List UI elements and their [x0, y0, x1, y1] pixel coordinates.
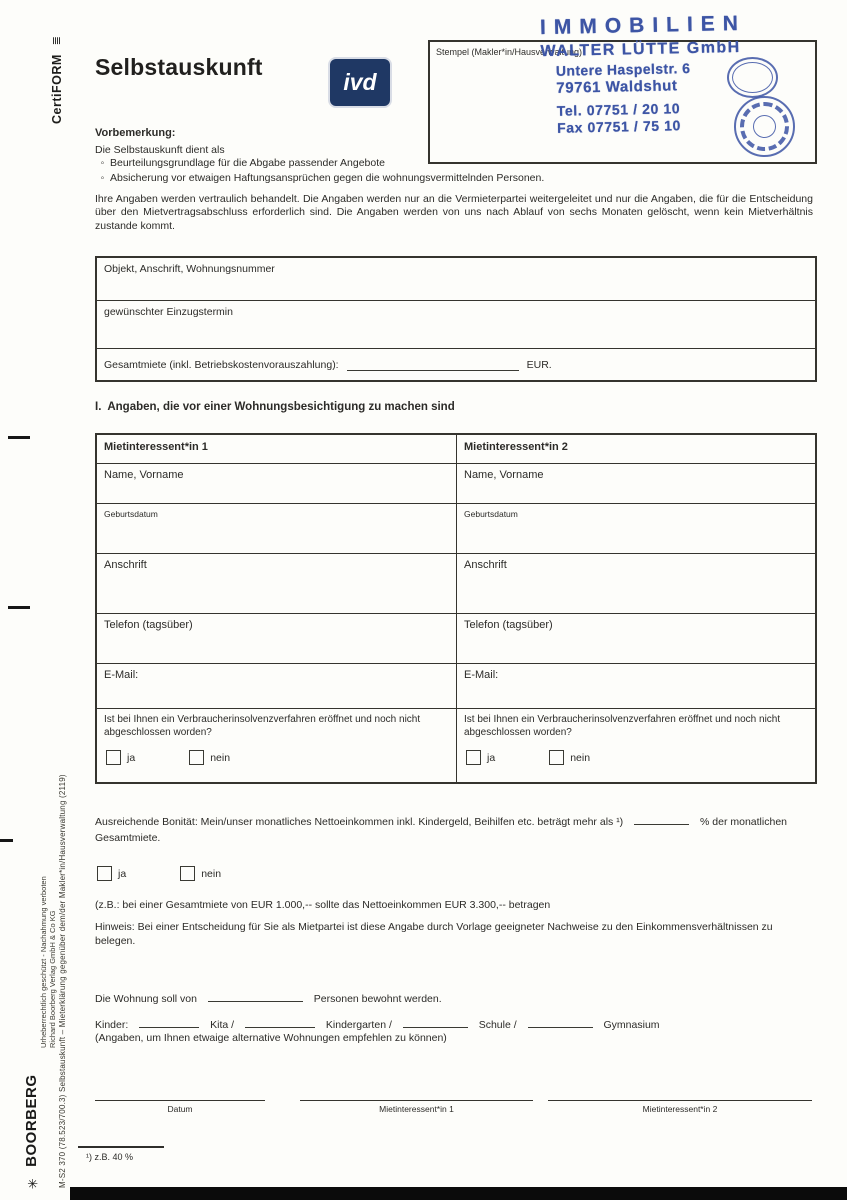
- signature-row: [95, 1100, 813, 1114]
- vorbemerkung-section: [95, 127, 813, 233]
- move-in-date-label: gewünschter Einzugstermin: [104, 306, 233, 318]
- nein-label: nein: [570, 751, 591, 764]
- address-cell-1[interactable]: Anschrift: [97, 553, 456, 613]
- occupants-line: [95, 989, 442, 1005]
- ivd-logo: [330, 59, 390, 106]
- bullet-icon: ◦: [100, 157, 105, 169]
- stamp-phone: Tel. 07751 / 20 10: [556, 99, 681, 119]
- applicant2-header: Mietinteressent*in 2: [456, 435, 815, 463]
- section1-heading: I. Angaben, die vor einer Wohnungsbesichtigung zu machen sind: [95, 401, 455, 413]
- form-title: Selbstauskunft: [95, 54, 263, 80]
- ja-label: ja: [487, 751, 496, 764]
- occupants-text-before: Die Wohnung soll von: [95, 993, 197, 1005]
- schule-blank[interactable]: [403, 1015, 468, 1028]
- nein-label: nein: [210, 751, 231, 764]
- signature-mi1-label: Mietinteressent*in 1: [379, 1104, 454, 1114]
- registration-mark: [8, 436, 30, 439]
- phone-cell-2[interactable]: Telefon (tagsüber): [456, 613, 815, 663]
- stamp-street: Untere Haspelstr. 6: [555, 60, 691, 79]
- insolvency-nein-checkbox-1[interactable]: [189, 750, 204, 765]
- copyright-line: Richard Boorberg Verlag GmbH & Co KG: [48, 910, 57, 1048]
- insolvency-question-2: Ist bei Ihnen ein Verbraucherinsolvenzverfahren eröffnet und noch nicht abgeschlossen worden?: [464, 714, 781, 738]
- vorbemerkung-intro: Die Selbstauskunft dient als: [95, 144, 225, 156]
- object-address-field[interactable]: [97, 258, 815, 300]
- kindergarten-blank[interactable]: [245, 1015, 315, 1028]
- address-cell-2[interactable]: Anschrift: [456, 553, 815, 613]
- email-cell-1[interactable]: E-Mail:: [97, 663, 456, 708]
- stamp-company-name: IMMOBILIEN: [539, 11, 747, 40]
- kita-blank[interactable]: [139, 1015, 199, 1028]
- income-percent-blank[interactable]: [634, 812, 689, 825]
- publisher-copyright: [39, 808, 57, 1048]
- total-rent-row: [97, 348, 815, 380]
- children-note: (Angaben, um Ihnen etwaige alternative Wohnungen empfehlen zu können): [95, 1032, 447, 1044]
- total-rent-blank[interactable]: [347, 358, 519, 371]
- schule-label: Schule /: [478, 1019, 517, 1031]
- company-stamp: [540, 11, 749, 137]
- total-rent-label: Gesamtmiete (inkl. Betriebskostenvorauszahlung):: [104, 358, 339, 371]
- bonitaet-hinweis: Hinweis: Bei einer Entscheidung für Sie als Mietpartei ist diese Angabe durch Vorlage geeigneter Nachweise zu den Einkommensverhältnissen zu belegen.: [95, 921, 773, 947]
- stamp-company-name-2: WALTER LÜTTE GmbH: [540, 38, 741, 60]
- insolvency-nein-checkbox-2[interactable]: [549, 750, 564, 765]
- name-cell-2[interactable]: Name, Vorname: [456, 463, 815, 503]
- insolvency-ja-checkbox-1[interactable]: [106, 750, 121, 765]
- bullet-text: Beurteilungsgrundlage für die Abgabe passender Angebote: [110, 157, 385, 169]
- vorbemerkung-paragraph: Ihre Angaben werden vertraulich behandelt. Die Angaben werden nur an die Vermieterpartei weitergeleitet und nur die Angaben, die für die Entscheidung über den Mietvertragsabschluss erforderlich sind. Die Angaben werden von uns nach Ablauf von sechs Monaten gelöscht, wenn kein Mietverhältnis zustande kommt.: [95, 193, 813, 232]
- vorbemerkung-heading: Vorbemerkung:: [95, 127, 176, 139]
- scan-edge-bar: [70, 1187, 847, 1200]
- bonitaet-ja-checkbox[interactable]: [97, 866, 112, 881]
- bonitaet-nein-checkbox[interactable]: [180, 866, 195, 881]
- kindergarten-label: Kindergarten /: [325, 1019, 392, 1031]
- vorbemerkung-bullet: [95, 156, 813, 171]
- signature-datum-label: Datum: [167, 1104, 193, 1114]
- name-cell-1[interactable]: Name, Vorname: [97, 463, 456, 503]
- bonitaet-statement: [95, 812, 813, 846]
- phone-cell-1[interactable]: Telefon (tagsüber): [97, 613, 456, 663]
- ja-label: ja: [127, 751, 136, 764]
- occupants-text-after: Personen bewohnt werden.: [313, 993, 442, 1005]
- gymnasium-label: Gymnasium: [603, 1019, 660, 1031]
- boorberg-star-icon: ✳: [24, 1174, 39, 1190]
- stamp-city: 79761 Waldshut: [556, 77, 678, 98]
- occupants-count-blank[interactable]: [208, 989, 303, 1002]
- stamp-seal-small-icon: [727, 57, 778, 98]
- eur-label: EUR.: [526, 358, 552, 371]
- insolvency-ja-checkbox-2[interactable]: [466, 750, 481, 765]
- bonitaet-checkboxes: [97, 866, 221, 881]
- birthdate-cell-2[interactable]: Geburtsdatum: [456, 503, 815, 553]
- bullet-icon: ◦: [100, 172, 105, 184]
- ja-label: ja: [118, 867, 127, 880]
- vorbemerkung-bullet: [95, 171, 813, 186]
- signature-mi2-label: Mietinteressent*in 2: [642, 1104, 718, 1114]
- form-number-vertical: M-S2 370 (78.523/700.3) Selbstauskunft – Mieterklärung gegenüber dem/der Makler*in/Hausverwaltung (2119): [58, 774, 67, 1188]
- insolvency-question-1: Ist bei Ihnen ein Verbraucherinsolvenzverfahren eröffnet und noch nicht abgeschlossen worden?: [104, 714, 421, 738]
- insolvency-cell-1: [97, 708, 456, 782]
- registration-mark: [0, 839, 13, 842]
- kinder-label: Kinder:: [95, 1019, 129, 1031]
- gymnasium-blank[interactable]: [528, 1015, 593, 1028]
- applicants-table: [95, 433, 817, 784]
- certiform-label: CertiFORM: [50, 54, 64, 124]
- nein-label: nein: [201, 867, 222, 880]
- stamp-fax: Fax 07751 / 75 10: [556, 116, 682, 136]
- signature-datum[interactable]: [95, 1100, 265, 1114]
- ivd-logo-text: ivd: [343, 69, 377, 95]
- footnote: ¹) z.B. 40 %: [86, 1152, 134, 1162]
- bonitaet-text-before: Ausreichende Bonität: Mein/unser monatliches Nettoeinkommen inkl. Kindergeld, Beihilfen etc. beträgt mehr als ¹): [95, 816, 624, 828]
- signature-mietinteressent-1[interactable]: [300, 1100, 533, 1114]
- email-cell-2[interactable]: E-Mail:: [456, 663, 815, 708]
- stamp-box-label: Stempel (Makler*in/Hausverwaltung): [436, 47, 583, 57]
- bullet-text: Absicherung vor etwaigen Haftungsansprüchen gegen die wohnungsvermittelnden Personen.: [110, 172, 545, 184]
- insolvency-checkboxes-1: [104, 750, 449, 765]
- copyright-line: Urheberrechtlich geschützt - Nachahmung verboten: [39, 876, 48, 1048]
- applicant1-header: Mietinteressent*in 1: [104, 441, 208, 453]
- move-in-date-field[interactable]: [97, 300, 815, 348]
- bonitaet-text-after: % der monatlichen Gesamtmiete.: [95, 816, 787, 844]
- footnote-separator: [78, 1146, 164, 1148]
- insolvency-checkboxes-2: [464, 750, 808, 765]
- object-details-box: [95, 256, 817, 382]
- certiform-logo: [50, 34, 64, 124]
- kita-label: Kita /: [210, 1019, 235, 1031]
- insolvency-cell-2: [456, 708, 815, 782]
- bonitaet-example: (z.B.: bei einer Gesamtmiete von EUR 1.000,-- sollte das Nettoeinkommen EUR 3.300,-- betragen: [95, 899, 551, 911]
- certiform-grid-icon: ≣: [51, 35, 63, 46]
- object-address-label: Objekt, Anschrift, Wohnungsnummer: [104, 263, 275, 275]
- children-line: [95, 1015, 660, 1031]
- boorberg-logo: [23, 1050, 40, 1190]
- registration-mark: [8, 606, 30, 609]
- birthdate-cell-1[interactable]: Geburtsdatum: [97, 503, 456, 553]
- signature-mietinteressent-2[interactable]: [548, 1100, 812, 1114]
- boorberg-label: BOORBERG: [23, 1074, 40, 1167]
